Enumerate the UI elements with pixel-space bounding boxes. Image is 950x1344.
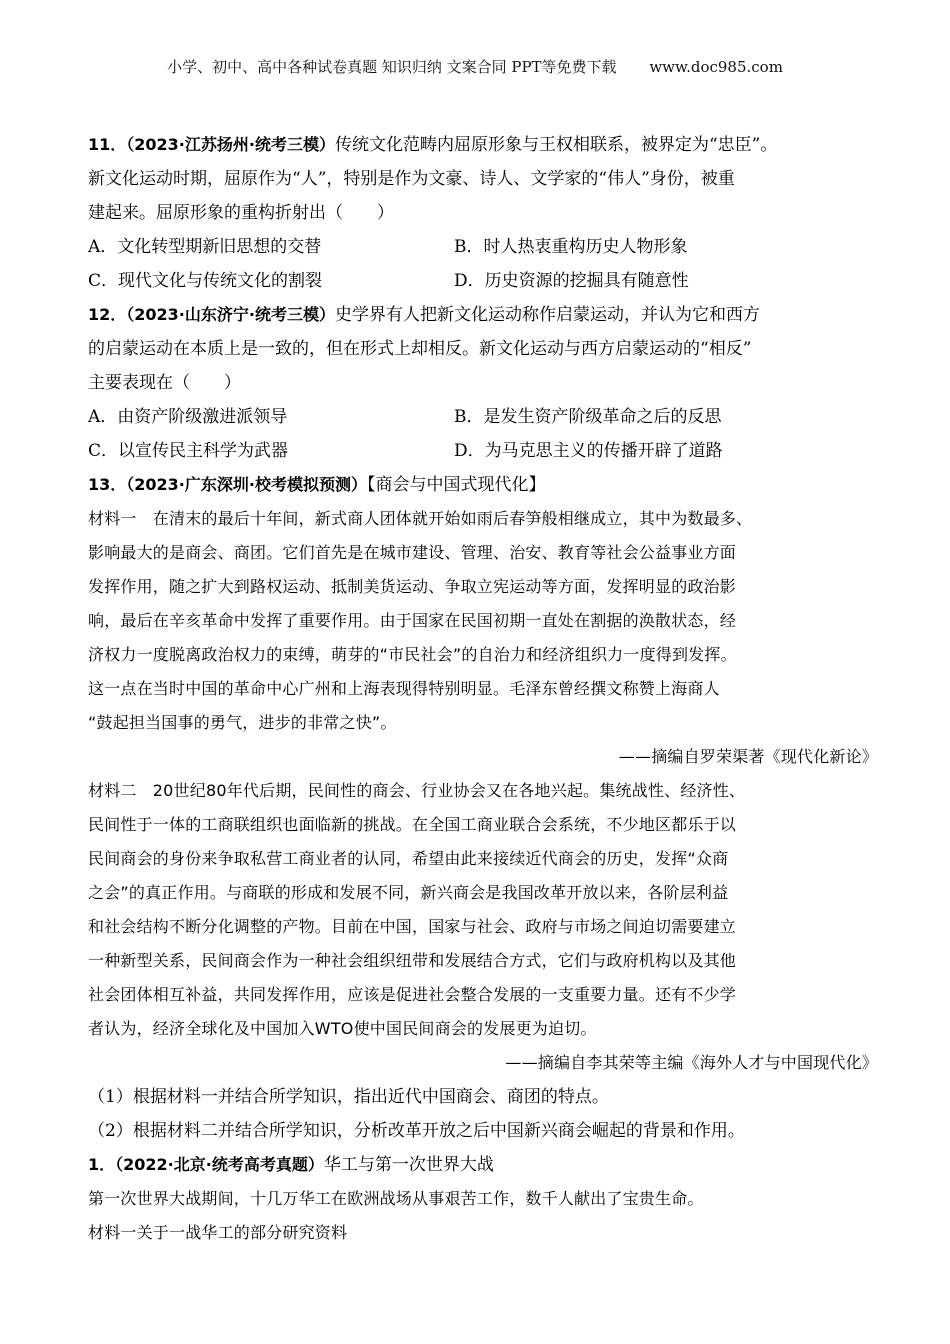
q13-m2-line: 民间商会的身份来争取私营工商业者的认同，希望由此来接续近代商会的历史，发挥“众商 [88,849,729,868]
q12-options-ab [88,400,878,434]
q12-options-cd [88,434,878,468]
q11-options-cd [88,264,878,298]
header-text: 小学、初中、高中各种试卷真题 知识归纳 文案合同 PPT等免费下载 [167,58,617,76]
q11-option-b[interactable]: B．时人热衷重构历史人物形象 [454,237,688,257]
q13-topic: 【商会与中国式现代化】 [366,475,546,495]
q11-line3: 建起来。屈原形象的重构折射出（ ） [88,203,394,223]
q11-options-ab [88,230,878,264]
q13-m2-line: 一种新型关系，民间商会作为一种社会组织纽带和发展结合方式，它们与政府机构以及其他 [88,951,737,970]
q12-line2: 的启蒙运动在本质上是一致的，但在形式上却相反。新文化运动与西方启蒙运动的“相反” [88,339,752,359]
q11-head: 11．（2023·江苏扬州·统考三模） [88,135,335,154]
q11-option-d[interactable]: D．历史资源的挖掘具有随意性 [454,271,689,291]
q1-line1: 第一次世界大战期间，十几万华工在欧洲战场从事艰苦工作，数千人献出了宝贵生命。 [88,1189,704,1208]
q12-option-c[interactable]: C．以宣传民主科学为武器 [88,441,289,461]
q11-text1: 传统文化范畴内屈原形象与王权相联系，被界定为“忠臣”。 [334,135,778,155]
q12-text1: 史学界有人把新文化运动称作启蒙运动，并认为它和西方 [334,305,760,325]
document-body [88,128,878,1250]
q13-subquestion-1: （1）根据材料一并结合所学知识，指出近代中国商会、商团的特点。 [88,1087,609,1107]
q13-m2-line: 民间性于一体的工商联组织也面临新的挑战。在全国工商业联合会系统，不少地区都乐于以 [88,815,737,834]
q13-m2-line: 者认为，经济全球化及中国加入WTO使中国民间商会的发展更为迫切。 [88,1019,597,1038]
q13-title-line [88,468,878,502]
q1-line2: 材料一关于一战华工的部分研究资料 [88,1223,348,1242]
q13-m1-line: 济权力一度脱离政治权力的束缚，萌芽的“市民社会”的自治力和经济组织力一度得到发挥。 [88,645,737,664]
q12-option-b[interactable]: B．是发生资产阶级革命之后的反思 [454,407,722,427]
q13-m1-line: 发挥作用，随之扩大到路权运动、抵制美货运动、争取立宪运动等方面，发挥明显的政治影 [88,577,737,596]
q11-line2: 新文化运动时期，屈原作为“人”，特别是作为文豪、诗人、文学家的“伟人”身份，被重 [88,169,735,189]
q13-m2-line: 和社会结构不断分化调整的产物。目前在中国，国家与社会、政府与市场之间迫切需要建立 [88,917,737,936]
q1-topic: 华工与第一次世界大战 [323,1155,494,1175]
q11-option-c[interactable]: C．现代文化与传统文化的割裂 [88,271,323,291]
q13-m1-line: 材料一 在清末的最后十年间，新式商人团体就开始如雨后春笋般相继成立，其中为数最多、 [88,509,753,528]
q13-m1-line: 这一点在当时中国的革命中心广州和上海表现得特别明显。毛泽东曾经撰文称赞上海商人 [88,679,720,698]
q13-m2-line: 材料二 20世纪80年代后期，民间性的商会、行业协会又在各地兴起。集统战性、经济性、 [88,781,746,800]
q11-line1 [88,128,878,162]
q12-option-a[interactable]: A．由资产阶级激进派领导 [88,407,288,427]
header-site: www.doc985.com [649,58,783,76]
q13-m1-line: 影响最大的是商会、商团。它们首先是在城市建设、管理、治安、教育等社会公益事业方面 [88,543,737,562]
q13-subquestion-2: （2）根据材料二并结合所学知识，分析改革开放之后中国新兴商会崛起的背景和作用。 [88,1121,745,1141]
q13-m2-line: 之会”的真正作用。与商联的形成和发展不同，新兴商会是我国改革开放以来，各阶层利益 [88,883,729,902]
q12-head: 12．（2023·山东济宁·统考三模） [88,305,335,324]
q12-line1 [88,298,878,332]
q13-m1-line: “鼓起担当国事的勇气，进步的非常之快”。 [88,713,397,732]
q13-m2-source: ——摘编自李其荣等主编《海外人才与中国现代化》 [505,1053,878,1072]
q12-option-d[interactable]: D．为马克思主义的传播开辟了道路 [454,441,723,461]
q13-m1-line: 响，最后在辛亥革命中发挥了重要作用。由于国家在民国初期一直处在割据的涣散状态，经 [88,611,737,630]
q1-title-line [88,1148,878,1182]
q11-option-a[interactable]: A．文化转型期新旧思想的交替 [88,237,322,257]
q1-head: 1．（2022·北京·统考高考真题） [88,1155,324,1174]
q12-line3: 主要表现在（ ） [88,373,241,393]
page-header [0,56,950,77]
q13-head: 13．（2023·广东深圳·校考模拟预测） [88,475,367,494]
q13-m1-source: ——摘编自罗荣渠著《现代化新论》 [618,747,878,766]
q13-m2-line: 社会团体相互补益，共同发挥作用，应该是促进社会整合发展的一支重要力量。还有不少学 [88,985,737,1004]
